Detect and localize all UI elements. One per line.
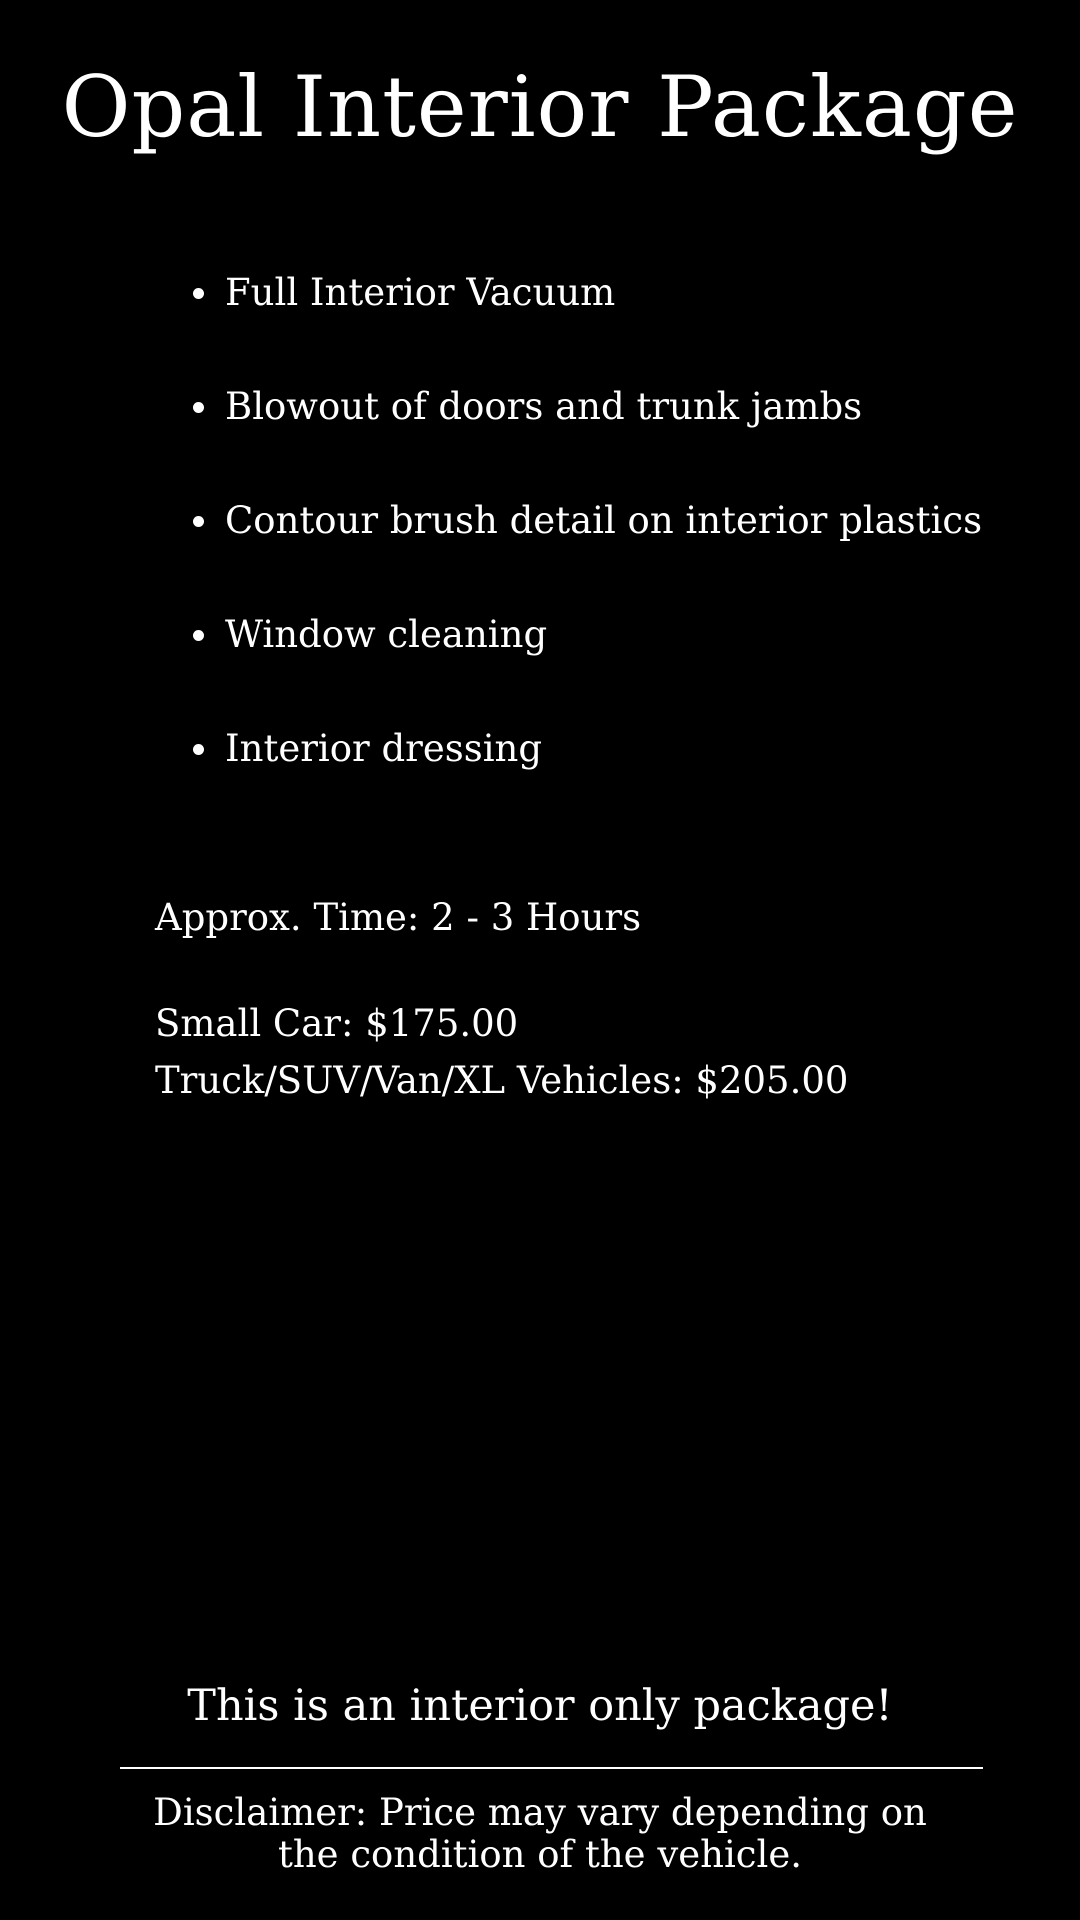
small-car-price: Small Car: $175.00 [155,1002,519,1045]
feature-list [155,258,1015,828]
list-item [155,486,1015,600]
bullet-icon [193,288,204,299]
divider [120,1767,983,1769]
bullet-icon [193,402,204,413]
feature-label: Interior dressing [225,727,543,770]
feature-label: Blowout of doors and trunk jambs [225,385,863,428]
feature-label: Window cleaning [225,613,548,656]
disclaimer: Disclaimer: Price may vary depending on the condition of the vehicle. [153,1791,927,1876]
large-vehicle-price: Truck/SUV/Van/XL Vehicles: $205.00 [155,1059,849,1102]
list-item [155,258,1015,372]
bullet-icon [193,516,204,527]
list-item [155,600,1015,714]
feature-label: Contour brush detail on interior plastics [225,499,983,542]
feature-label: Full Interior Vacuum [225,271,616,314]
bullet-icon [193,744,204,755]
bullet-icon [193,630,204,641]
interior-only-note: This is an interior only package! [187,1681,893,1731]
page-title: Opal Interior Package [61,58,1019,156]
approx-time: Approx. Time: 2 - 3 Hours [155,896,642,939]
list-item [155,714,1015,828]
list-item [155,372,1015,486]
